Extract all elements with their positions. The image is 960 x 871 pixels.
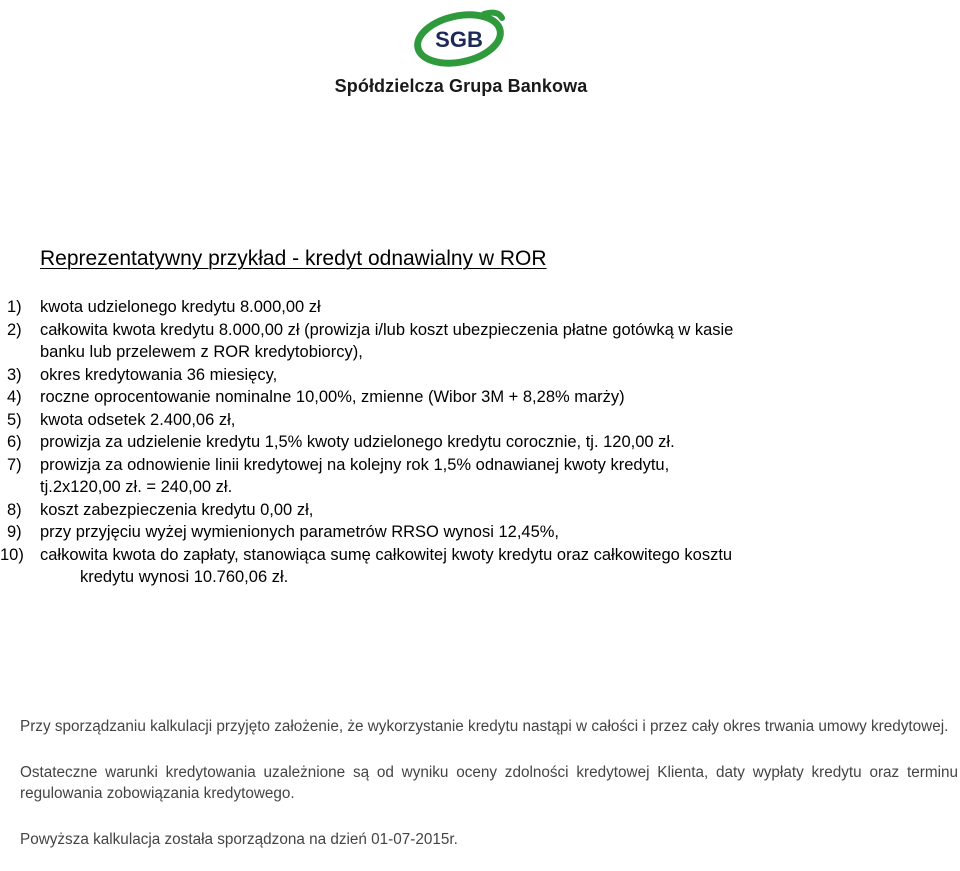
list-item	[0, 409, 930, 432]
note-assumption: Przy sporządzaniu kalkulacji przyjęto założenie, że wykorzystanie kredytu nastąpi w całości i przez cały okres trwania umowy kredytowej.	[20, 718, 949, 735]
item-text: kwota odsetek 2.400,06 zł,	[40, 410, 236, 429]
item-text: całkowita kwota kredytu 8.000,00 zł (prowizja i/lub koszt ubezpieczenia płatne gotówką w kasie	[40, 320, 734, 339]
item-text: tj.2x120,00 zł. = 240,00 zł.	[40, 478, 233, 496]
item-text: prowizja za odnowienie linii kredytowej na kolejny rok 1,5% odnawianej kwoty kredytu,	[40, 455, 670, 474]
list-item	[0, 544, 930, 589]
list-item	[0, 431, 930, 454]
list-item	[0, 454, 930, 499]
item-text: przy przyjęciu wyżej wymienionych parametrów RRSO wynosi 12,45%,	[40, 523, 560, 541]
item-text: roczne oprocentowanie nominalne 10,00%, zmienne (Wibor 3M + 8,28% marży)	[40, 388, 625, 406]
item-number: 5)	[7, 410, 22, 429]
list-item	[0, 499, 930, 522]
list-item	[0, 296, 930, 319]
page-title: Reprezentatywny przykład - kredyt odnawialny w ROR	[40, 247, 547, 270]
note-conditions: Ostateczne warunki kredytowania uzależnione są od wyniku oceny zdolności kredytowej Klienta, daty wypłaty kredytu oraz terminu regulowania zobowiązania kredytowego.	[20, 764, 958, 802]
list-item	[0, 319, 930, 364]
item-text: koszt zabezpieczenia kredytu 0,00 zł,	[40, 500, 314, 519]
item-text: kredytu wynosi 10.760,06 zł.	[80, 568, 289, 586]
item-number: 4)	[7, 388, 22, 406]
item-number: 1)	[7, 298, 22, 316]
item-number: 7)	[7, 455, 22, 474]
list-item	[0, 386, 930, 409]
org-name: Spółdzielcza Grupa Bankowa	[334, 76, 588, 96]
item-text: kwota udzielonego kredytu 8.000,00 zł	[40, 298, 321, 316]
item-number: 9)	[7, 523, 22, 541]
list-item	[0, 364, 930, 387]
note-date: Powyższa kalkulacja została sporządzona na dzień 01-07-2015r.	[20, 831, 458, 848]
item-number: 2)	[7, 320, 22, 339]
logo-mark-text: SGB	[435, 27, 483, 52]
parameters-list	[0, 296, 930, 589]
item-text: całkowita kwota do zapłaty, stanowiąca sumę całkowitej kwoty kredytu oraz całkowitego kosztu	[40, 545, 733, 564]
item-text: banku lub przelewem z ROR kredytobiorcy),	[40, 343, 363, 361]
item-text: okres kredytowania 36 miesięcy,	[40, 365, 278, 384]
item-number: 10)	[0, 545, 24, 564]
item-text: prowizja za udzielenie kredytu 1,5% kwoty udzielonego kredytu corocznie, tj. 120,00 zł.	[40, 433, 675, 451]
footnotes	[20, 716, 958, 850]
item-number: 8)	[7, 500, 22, 519]
sgb-logo-icon	[412, 6, 508, 72]
sgb-logo	[0, 0, 960, 110]
item-number: 6)	[7, 433, 22, 451]
item-number: 3)	[7, 365, 22, 384]
list-item	[0, 521, 930, 544]
